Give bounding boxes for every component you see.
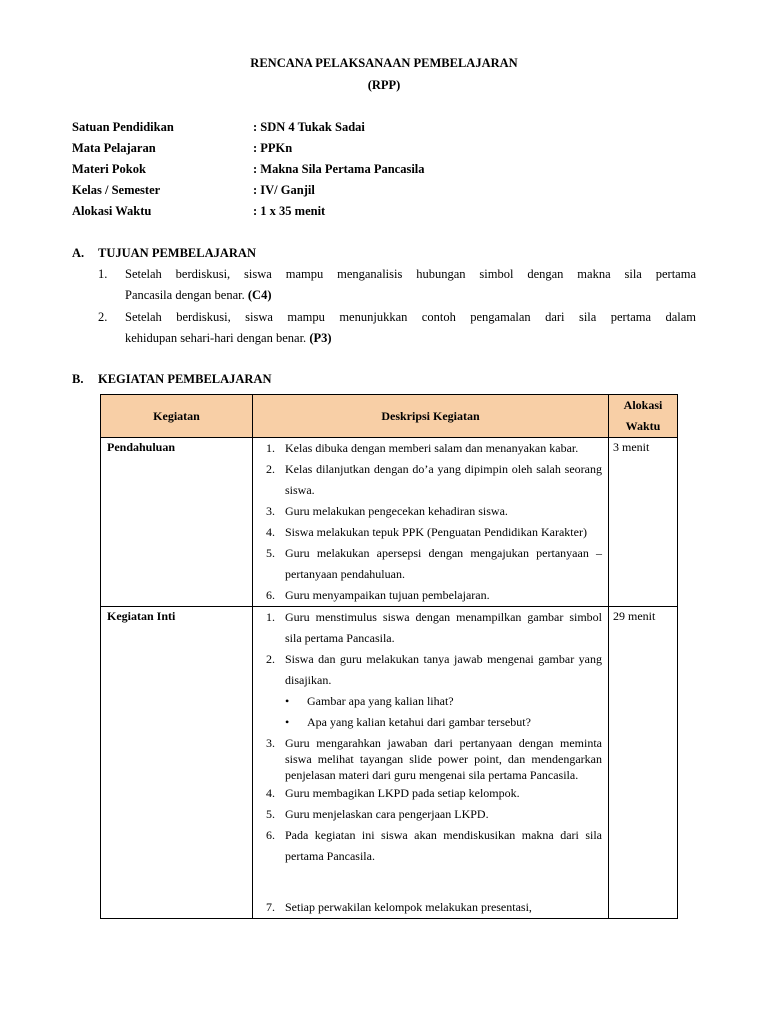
table-row-pendahuluan <box>101 438 678 607</box>
bullet-item <box>257 712 602 733</box>
phase-pendahuluan: Pendahuluan <box>101 438 253 607</box>
goal-number: 1. <box>98 267 108 281</box>
spacer <box>257 867 602 897</box>
item-number: 3. <box>266 504 275 518</box>
list-item <box>257 783 602 804</box>
table-header-row <box>101 395 678 438</box>
header-deskripsi: Deskripsi Kegiatan <box>253 395 609 438</box>
label-satuan-pendidikan: Satuan Pendidikan <box>72 120 174 134</box>
bullet-dot-icon: • <box>285 694 290 708</box>
item-number: 5. <box>266 546 275 560</box>
goal-text-line2: Pancasila dengan benar. <box>125 288 245 302</box>
label-kelas-semester: Kelas / Semester <box>72 183 161 197</box>
label-alokasi-waktu: Alokasi Waktu <box>72 204 152 218</box>
item-text: Guru melakukan apersepsi dengan mengajukan pertanyaan – pertanyaan pendahuluan. <box>285 546 602 581</box>
item-text: Guru menstimulus siswa dengan menampilkan gambar simbol sila pertama Pancasila. <box>285 610 602 645</box>
activities-table <box>100 394 678 919</box>
item-number: 4. <box>266 786 275 800</box>
item-number: 6. <box>266 828 275 842</box>
list-item <box>257 825 602 867</box>
duration-pendahuluan: 3 menit <box>609 438 678 607</box>
bullet-item <box>257 691 602 712</box>
value-mata-pelajaran: : PPKn <box>253 141 293 155</box>
list-item <box>257 649 602 691</box>
goal-text-line2: kehidupan sehari-hari dengan benar. <box>125 331 307 345</box>
goal-number: 2. <box>98 310 108 324</box>
goal-text-line1: Setelah berdiskusi, siswa mampu menganalisis hubungan simbol dengan makna sila pertama <box>125 267 696 281</box>
item-number: 1. <box>266 610 275 624</box>
doc-title: RENCANA PELAKSANAAN PEMBELAJARAN <box>250 56 518 70</box>
value-alokasi-waktu: : 1 x 35 menit <box>253 204 326 218</box>
item-text: Siswa melakukan tepuk PPK (Penguatan Pendidikan Karakter) <box>285 525 587 539</box>
item-text: Guru menjelaskan cara pengerjaan LKPD. <box>285 807 489 821</box>
desc-kegiatan-inti <box>253 607 609 919</box>
item-text: Guru menyampaikan tujuan pembelajaran. <box>285 588 490 602</box>
bullet-dot-icon: • <box>285 715 290 729</box>
item-number: 3. <box>266 736 275 750</box>
section-a-letter: A. <box>72 246 85 260</box>
item-number: 5. <box>266 807 275 821</box>
section-b-heading: KEGIATAN PEMBELAJARAN <box>98 372 272 386</box>
list-item <box>257 501 602 522</box>
goal-item-2 <box>98 307 696 349</box>
header-alokasi-line1: Alokasi <box>623 398 663 412</box>
item-text: Kelas dibuka dengan memberi salam dan menanyakan kabar. <box>285 441 579 455</box>
bullet-text: Gambar apa yang kalian lihat? <box>307 694 454 708</box>
bullet-text: Apa yang kalian ketahui dari gambar tersebut? <box>307 715 531 729</box>
desc-pendahuluan <box>253 438 609 607</box>
item-text: Siswa dan guru melakukan tanya jawab mengenai gambar yang disajikan. <box>285 652 602 687</box>
item-text: Guru mengarahkan jawaban dari pertanyaan dengan meminta siswa melihat tayangan slide power point, dan mendengarkan penjelasan materi dari guru mengenai sila pertama Pancasila. <box>285 736 602 782</box>
item-number: 6. <box>266 588 275 602</box>
goal-code: (C4) <box>247 288 272 302</box>
goal-code: (P3) <box>309 331 332 345</box>
label-materi-pokok: Materi Pokok <box>72 162 146 176</box>
list-item <box>257 438 602 459</box>
item-text: Pada kegiatan ini siswa akan mendiskusikan makna dari sila pertama Pancasila. <box>285 828 602 863</box>
item-text: Setiap perwakilan kelompok melakukan presentasi, <box>285 900 532 914</box>
duration-kegiatan-inti: 29 menit <box>609 607 678 919</box>
list-item <box>257 585 602 606</box>
goal-text-line1: Setelah berdiskusi, siswa mampu menunjukkan contoh pengamalan dari sila pertama dalam <box>125 310 696 324</box>
item-text: Guru melakukan pengecekan kehadiran siswa. <box>285 504 508 518</box>
item-text: Kelas dilanjutkan dengan do’a yang dipimpin oleh salah seorang siswa. <box>285 462 602 497</box>
list-item <box>257 543 602 585</box>
list-item <box>257 607 602 649</box>
header-kegiatan: Kegiatan <box>101 395 253 438</box>
doc-subtitle: (RPP) <box>367 78 401 92</box>
item-text: Guru membagikan LKPD pada setiap kelompok. <box>285 786 520 800</box>
item-number: 2. <box>266 652 275 666</box>
header-alokasi <box>609 395 678 438</box>
item-number: 2. <box>266 462 275 476</box>
value-materi-pokok: : Makna Sila Pertama Pancasila <box>253 162 425 176</box>
list-item <box>257 897 602 918</box>
item-number: 1. <box>266 441 275 455</box>
goal-item-1 <box>98 264 696 306</box>
list-item <box>257 804 602 825</box>
phase-kegiatan-inti: Kegiatan Inti <box>101 607 253 919</box>
item-number: 7. <box>266 900 275 914</box>
section-a-heading: TUJUAN PEMBELAJARAN <box>98 246 256 260</box>
question-bullets <box>257 691 602 733</box>
item-number: 4. <box>266 525 275 539</box>
list-item <box>257 735 602 783</box>
value-satuan-pendidikan: : SDN 4 Tukak Sadai <box>253 120 365 134</box>
header-alokasi-line2: Waktu <box>625 419 661 433</box>
value-kelas-semester: : IV/ Ganjil <box>253 183 315 197</box>
section-b-letter: B. <box>72 372 84 386</box>
list-item <box>257 522 602 543</box>
table-row-kegiatan-inti <box>101 607 678 919</box>
label-mata-pelajaran: Mata Pelajaran <box>72 141 156 155</box>
list-item <box>257 459 602 501</box>
